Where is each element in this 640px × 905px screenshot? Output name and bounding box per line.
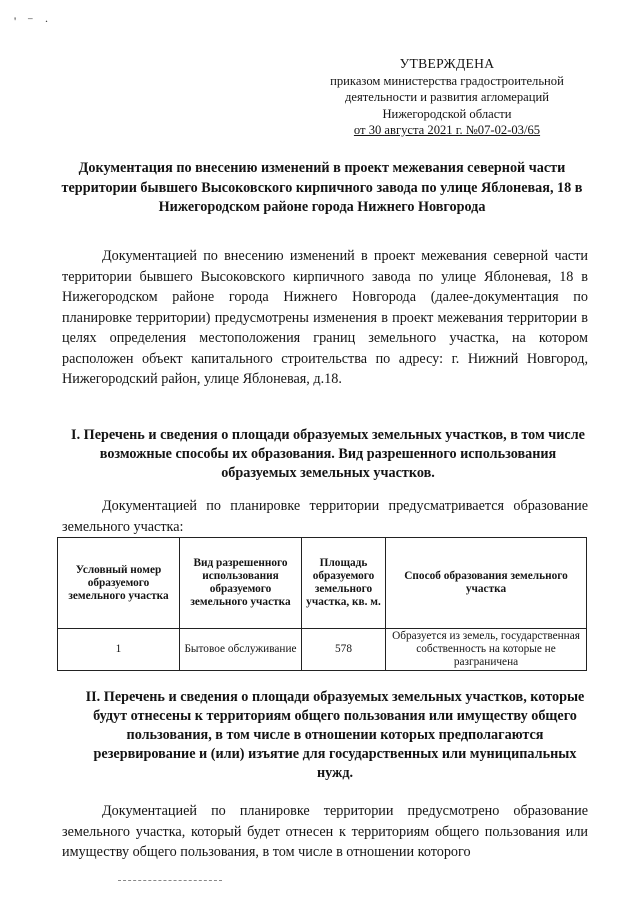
column-header-formation-method: Способ образования земельного участка xyxy=(386,538,587,629)
cell-plot-number: 1 xyxy=(58,629,180,671)
approval-line-1: приказом министерства градостроительной xyxy=(330,73,564,88)
section-2-number: II. xyxy=(85,689,101,705)
section-1-paragraph: Документацией по планировке территории предусматривается образование земельного участка: xyxy=(62,498,588,535)
land-plots-table xyxy=(57,537,587,671)
approval-line-2: деятельности и развития агломераций xyxy=(345,90,549,104)
footer-rule xyxy=(118,880,222,882)
scan-artifact-mark: ' ⁻ · xyxy=(14,14,53,28)
section-2-title: Перечень и сведения о площади образуемых земельных участков, которые будут отнесены к территориям общего пользования или имуществу общего пользования, в том числе в отношении которых предполагаются резервирование и (или) изъятие для государственных или муниципальных нужд. xyxy=(93,689,585,781)
section-1-title: Перечень и сведения о площади образуемых земельных участков, в том числе возможные способы их образования. Вид разрешенного использования образуемых земельных участков. xyxy=(83,427,585,481)
cell-area: 578 xyxy=(302,629,386,671)
column-header-area: Площадь образуемого земельного участка, кв. м. xyxy=(302,538,386,629)
section-2-paragraph: Документацией по планировке территории предусмотрено образование земельного участка, который будет отнесен к территориям общего пользования или имуществу общего пользования, в том числе в отношении которого xyxy=(62,803,588,860)
approval-heading: УТВЕРЖДЕНА xyxy=(399,56,495,71)
cell-permitted-use: Бытовое обслуживание xyxy=(180,629,302,671)
approval-order-reference: от 30 августа 2021 г. №07-02-03/65 xyxy=(353,123,541,137)
approval-line-3: Нижегородской области xyxy=(382,106,512,121)
document-title: Документация по внесению изменений в проект межевания северной части территории бывшего Высоковского кирпичного завода по улице Яблоневая, 18 в Нижегородском районе города Нижнего Новгорода xyxy=(61,160,583,215)
cell-formation-method: Образуется из земель, государственная собственность на которые не разграничена xyxy=(386,629,587,671)
section-1-heading xyxy=(68,426,588,483)
section-1-number: I. xyxy=(71,427,81,443)
section-2-heading xyxy=(82,688,588,783)
table-row xyxy=(58,629,587,671)
intro-paragraph: Документацией по внесению изменений в проект межевания северной части территории бывшего Высоковского кирпичного завода по улице Яблоневая, 18 в Нижегородском районе города Нижнего Новгорода (далее-документация по планировке территории) предусмотрены изменения в проект межевания территории в целях определения местоположения границ земельного участка, на котором расположен объект капитального строительства по адресу: г. Нижний Новгород, Нижегородский район, улице Яблоневая, д.18. xyxy=(62,248,588,387)
column-header-plot-number: Условный номер образуемого земельного участка xyxy=(58,538,180,629)
table-header-row xyxy=(58,538,587,629)
approval-block xyxy=(318,56,576,139)
column-header-permitted-use: Вид разрешенного использования образуемого земельного участка xyxy=(180,538,302,629)
